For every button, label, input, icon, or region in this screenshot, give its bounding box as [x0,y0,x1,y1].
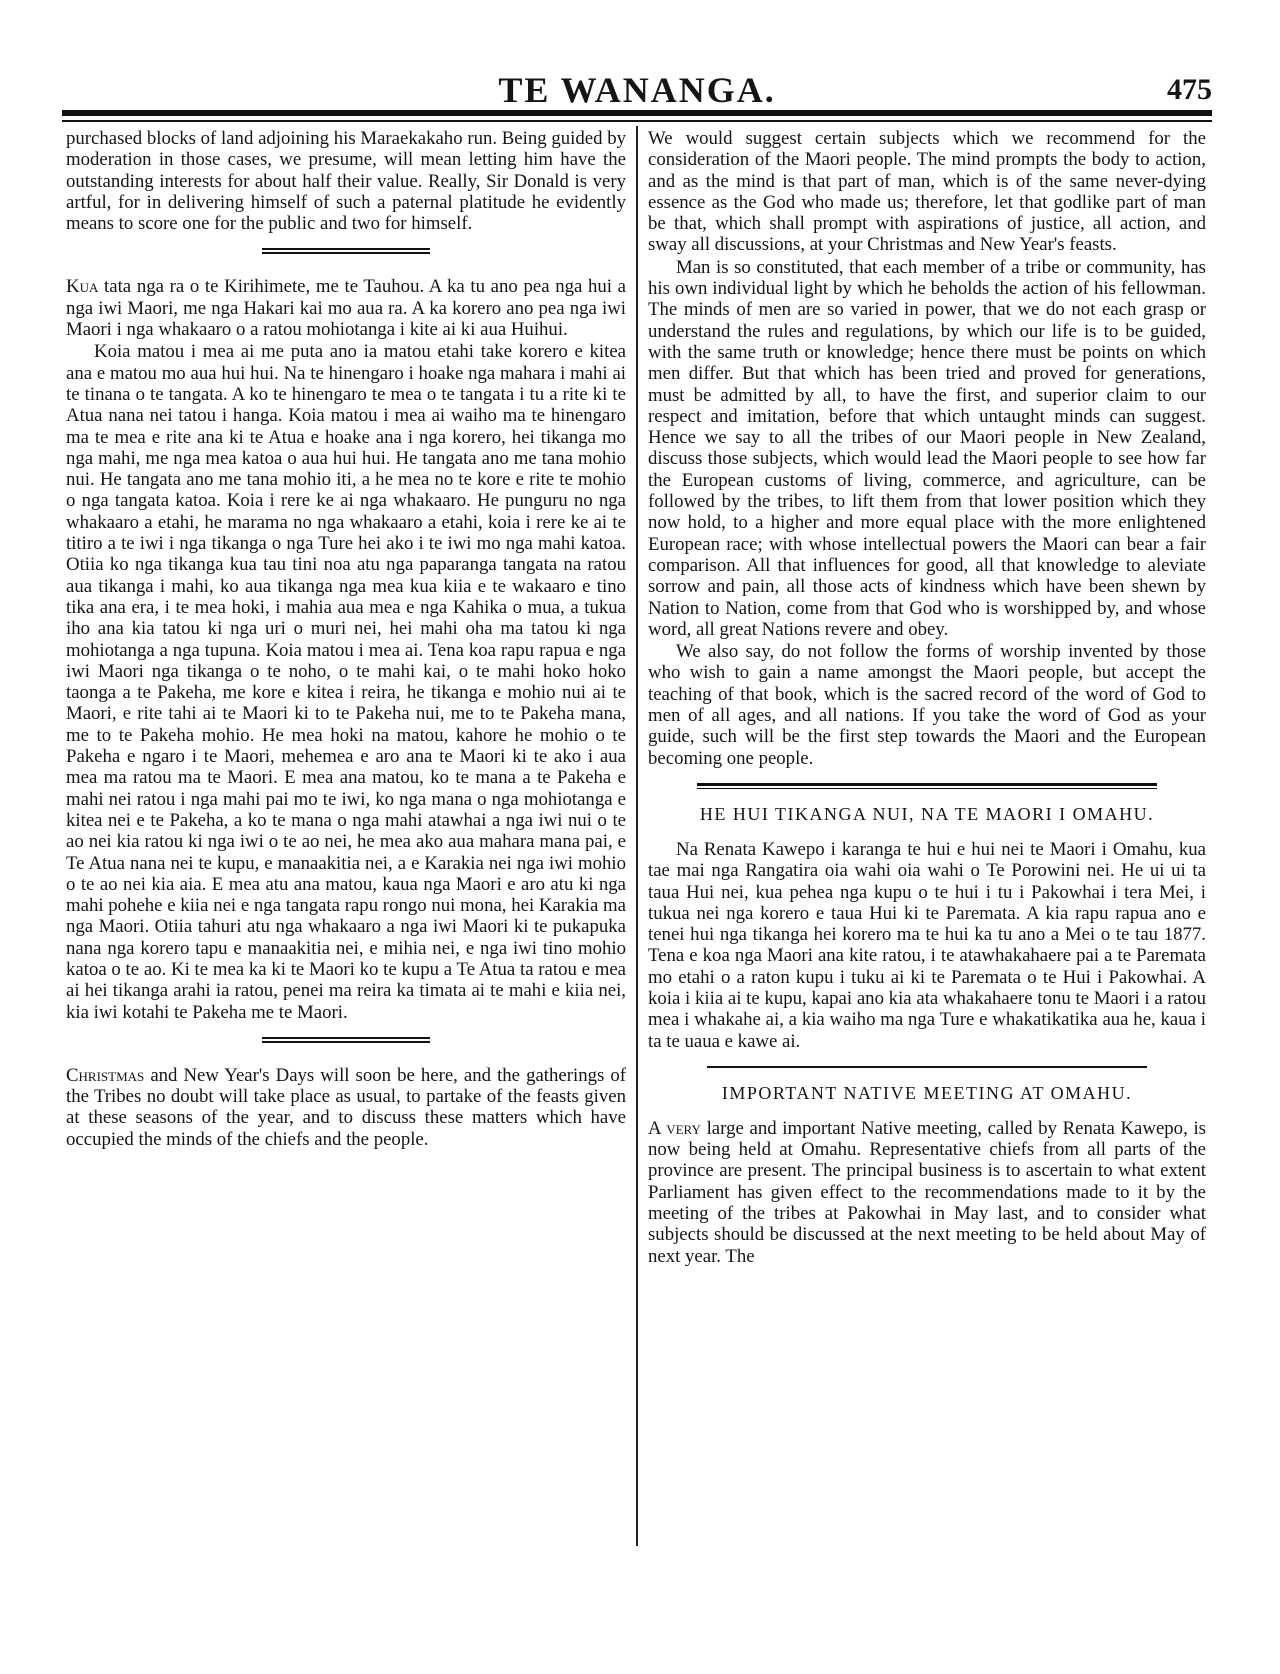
english-paragraph-1: Christmas and New Year's Days will soon be here, and the gatherings of the Tribes no doubt will take place as usual, to partake of the feasts given at these seasons of the year, and to discuss these matters which have occupied the minds of the chiefs and the people. [66,1064,626,1150]
maori-paragraph-2: Koia matou i mea ai me puta ano ia matou etahi take korero e kitea ana e matou mo aua hui hui. Na te hinengaro i hoake nga mahara i mahi ai te tinana o te tangata. A ko te hinengaro te mea o te tangata i tu a rite ki te Atua nana nei tatou i hanga. Koia matou i mea ai waiho ma te hinengaro ma te mea e rite ana ki te Atua e hoake ana i nga korero, hei tikanga mo nga mahi, me nga mea katoa o aua hui hui. He tangata ano me tana mohio nui. He tangata ano me tana mohio iti, a he mea no te kore e rite te mohio o nga tangata katoa. Koia i rere ke ai nga whakaaro. He punguru no nga whakaaro a etahi, he marama no nga whakaaro a etahi, koia i rere ke ai te titiro a te iwi i nga tikanga o nga Ture hei ako i te iwi mo nga mahi katoa. Otiia ko nga tikanga kua tau tini noa atu nga paparanga tangata na ratou aua tikanga i mahi, ko aua tikanga nga mea kua kiia e te wakaaro e tino tika ana era, i te mea hoki, i mahia aua mea e nga Kahika o mua, a tukua iho ana kia tatou ki nga uri o muri nei, hei mahi oha ma tatou ki nga mohiotanga a nga tupuna. Koia matou i mea ai. Tena koa rapu rapua e nga iwi Maori nga tikanga o te noho, o te mahi kai, o te mahi hoko hoko taonga a te Pakeha, me kore e kitea i reira, he tikanga e mohio nui ai te Maori, e rite tahi ai te Maori ki to te Pakeha nui, me to te Pakeha mana, me to te Pakeha mohio. He mea hoki na matou, kahore he mohio o te Pakeha e ngaro i te Maori, mehemea e aro ana te Maori ki te ako i aua mea ma ratou ma te Maori. E mea ana matou, ko te mana a te Pakeha e mahi nei ratou i nga mahi pai mo te iwi, ko nga mana o nga mohiotanga e kitea nei e te Pakeha, a ko te mana o nga mahi atawhai a nga iwi nui o te ao nei kia ratou ki nga iwi o te ao nei, he mea ako aua mahara mana pai, e Te Atua nana nei te kupu, e manaakitia nei, a e Karakia nei nga iwi mohio o te ao nei kia aia. E mea atu ana matou, kaua nga Maori e aro atu ki nga mahi pohehe e kiia nei e nga tangata rapu rongo nui mona, hei Karakia ma nga Maori. Otiia tahuri atu nga whakaaro a nga iwi Maori ki te pukapuka nana nga korero tapu e manaakitia nei, e mihia nei, e nga iwi tino mohio katoa o te ao. Ki te mea ka ki te Maori ko te kupu a Te Atua ta ratou e mea ai hei tikanga arahi ia ratou, penei ma reira ka timata ai te mahi e kiia nei, kia iwi kotahi te Pakeha me te Maori. [66,341,626,1023]
section-separator [697,783,1157,789]
header-rule-thick [62,110,1212,116]
english-meeting-paragraph: A very large and important Native meeting, called by Renata Kawepo, is now being held at Omahu. Representative chiefs from all parts of the province are present. The principal business is to ascertain to what extent Parliament has given effect to the recommendations made to it by the meeting of the tribes at Pakowhai in May last, and to consider what subjects should be discussed at the next meeting to be held about May of next year. The [648,1117,1206,1267]
left-column [66,128,626,1150]
english-paragraph-4: We also say, do not follow the forms of worship invented by those who wish to gain a name amongst the Maori people, but accept the teaching of that book, which is the sacred record of the word of God to men of all ages, and all nations. If you take the word of God as your guide, such will be the first step towards the Maori and the European becoming one people. [648,641,1206,769]
page-number: 475 [1167,73,1212,106]
english-meeting-lead: A very [648,1117,701,1139]
english-lead-word: Christmas [66,1064,145,1086]
maori-meeting-heading: HE HUI TIKANGA NUI, NA TE MAORI I OMAHU. [699,803,1155,824]
section-separator [262,248,430,254]
maori-lead-word: Kua [66,276,99,298]
section-separator [262,1037,430,1043]
header-rule-thin [62,120,1212,122]
continued-paragraph: purchased blocks of land adjoining his Maraekakaho run. Being guided by moderation in those cases, we presume, will mean letting him have the outstanding interests for about half their value. Really, Sir Donald is very artful, for in delivering himself of such a paternal platitude he evidently means to score one for the public and two for himself. [66,128,626,235]
column-divider [636,126,638,1546]
page-header [62,72,1212,108]
english-paragraph-3: Man is so constituted, that each member of a tribe or community, has his own individual light by which he beholds the action of his fellowman. The minds of men are so varied in power, that we do not each grasp or understand the rules and regulations, by which our life is to be guided, with the same truth or knowledge; hence there must be points on which men differ. But that which has been tried and proved for generations, must be admitted by all, to have the first, and superior claim to our respect and imitation, before that which untaught minds can suggest. Hence we say to all the tribes of our Maori people in New Zealand, discuss those subjects, which would lead the Maori people to see how far the European customs of living, commerce, and agriculture, can be followed by the tribes, to lift them from that lower position which they now hold, to a higher and more equal place with the more enlightened European race; with whose intellectual powers the Maori can bear a fair comparison. All that influences for good, all that knowledge to aleviate sorrow and pain, all those acts of kindness which have been shewn by Nation to Nation, come from that God who is worshipped by, and whose word, all great Nations revere and obey. [648,256,1206,640]
right-column [648,128,1206,1267]
newspaper-title: TE WANANGA. [498,70,776,110]
maori-meeting-paragraph: Na Renata Kawepo i karanga te hui e hui nei te Maori i Omahu, kua tae mai nga Rangatira oia wahi oia wahi o Te Porowini nei. He ui ui ta taua Hui nei, kua pehea nga kupu o te hui i tu i Pakowhai i tera Mei, i tukua nei nga korero e taua Hui ki te Paremata. A kia rapu rapua ano e tenei hui nga tikanga hei korero ma te hui ka tu ano a Mei o te tau 1877. Tena e koa nga Maori ana kite ratou, i te atawhakahaere pai a te Paremata mo etahi o a raton kupu i tuku ai ki te Paremata o te Hui i Pakowhai. A koia i kiia ai te kupu, kapai ano kia ata whakahaere tonu te Maori i a ratou mea i whakahe ai, a kia waiho ma nga Ture e whakatikatika aua he, kaua i ta te uaua e kawe ai. [648,838,1206,1052]
maori-paragraph-1: Kua tata nga ra o te Kirihimete, me te Tauhou. A ka tu ano pea nga hui a nga iwi Maori, me nga Hakari kai mo aua ra. A ka korero ano pea nga iwi Maori i nga whakaaro o a ratou mohiotanga i kite ai ki aua Huihui. [66,276,627,341]
english-paragraph-2: We would suggest certain subjects which we recommend for the consideration of the Maori people. The mind prompts the body to action, and as the mind is that part of man, which is of the same never-dying essence as the God who made us; therefore, let that godlike part of man be that, which shall prompt with aspirations of justice, all action, and sway all discussions, at your Christmas and New Year's feasts. [648,128,1206,256]
section-separator [707,1066,1147,1068]
english-meeting-heading: IMPORTANT NATIVE MEETING AT OMAHU. [721,1082,1133,1103]
